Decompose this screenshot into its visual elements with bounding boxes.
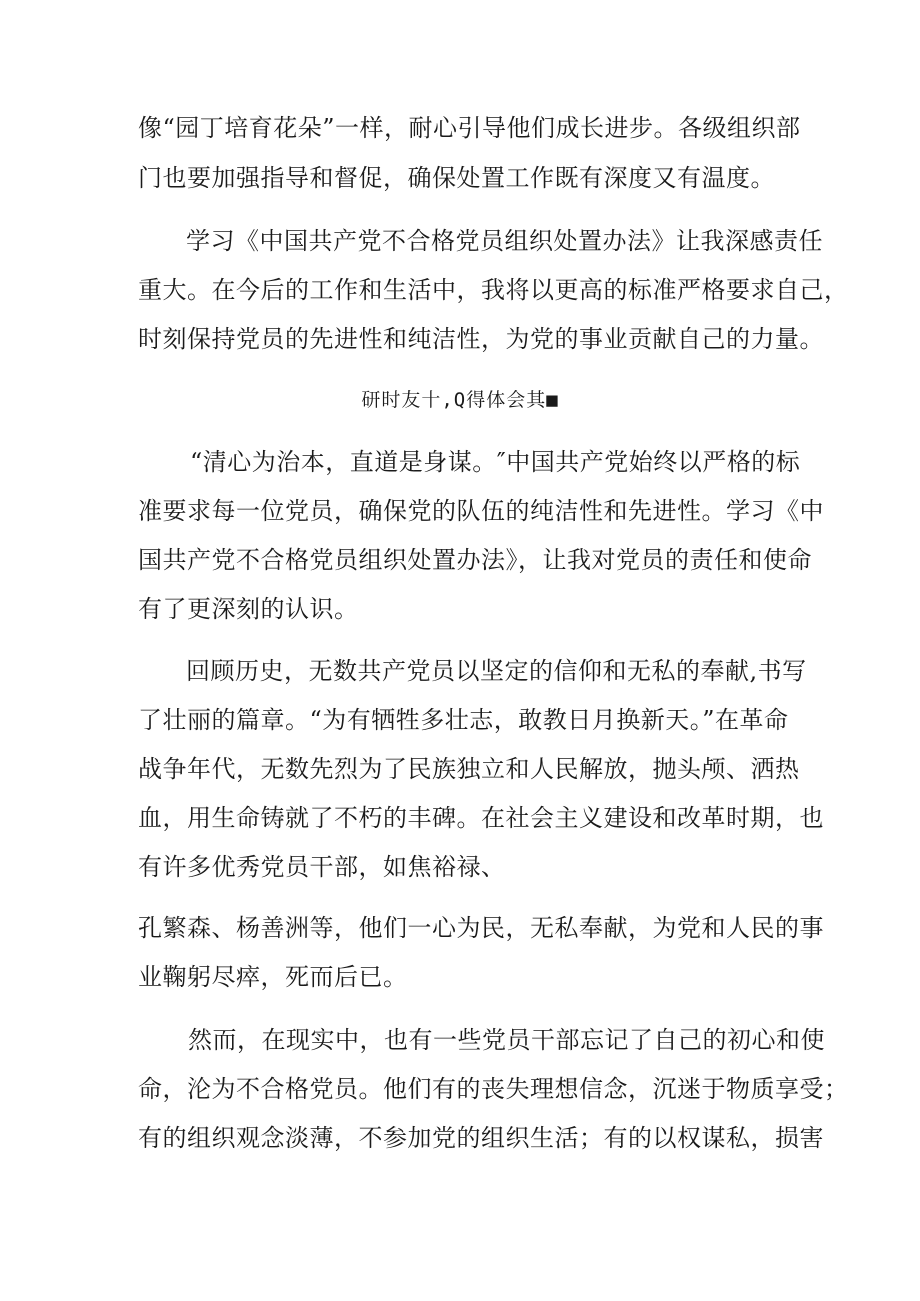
text-line: 门也要加强指导和督促，确保处置工作既有深度又有温度。	[138, 164, 775, 192]
text-line: 有了更深刻的认识。	[138, 595, 359, 623]
text-line: 有的组织观念淡薄，不参加党的组织生活；有的以权谋私，损害	[138, 1124, 824, 1152]
text-line: 命，沦为不合格党员。他们有的丧失理想信念，沉迷于物质享受；	[138, 1075, 849, 1103]
text-line: 准要求每一位党员，确保党的队伍的纯洁性和先进性。学习《中	[138, 497, 824, 525]
text-line: 有许多优秀党员干部，如焦裕禄、	[138, 853, 506, 881]
text-line: 时刻保持党员的先进性和纯洁性，为党的事业贡献自己的力量。	[138, 325, 824, 353]
text-line: 然而，在现实中，也有一些党员干部忘记了自己的初心和使	[188, 1026, 825, 1054]
text-line: 了壮丽的篇章。“为有牺牲多壮志，敢教日月换新天。”在革命	[138, 706, 789, 734]
text-line: 国共产党不合格党员组织处置办法》，让我对党员的责任和使命	[138, 546, 812, 574]
text-line: 孔繁森、杨善洲等，他们一心为民，无私奉献，为党和人民的事	[138, 914, 824, 942]
text-line: 业鞠躬尽瘁，死而后已。	[138, 963, 408, 991]
text-line: 学习《中国共产党不合格党员组织处置办法》让我深感责任	[186, 227, 823, 255]
text-line: “清心为治本，直道是身谋。″中国共产党始终以严格的标	[190, 448, 801, 476]
text-line: 重大。在今后的工作和生活中，我将以更高的标准严格要求自己，	[138, 276, 849, 304]
text-line: 血，用生命铸就了不朽的丰碑。在社会主义建设和改革时期，也	[138, 804, 824, 832]
text-line: 战争年代，无数先烈为了民族独立和人民解放，抛头颅、洒热	[138, 755, 800, 783]
section-heading: 研时友十,Q得体会其■	[361, 389, 559, 411]
text-line: 像“园丁培育花朵”一样，耐心引导他们成长进步。各级组织部	[138, 114, 801, 142]
text-line: 回顾历史，无数共产党员以坚定的信仰和无私的奉献,书写	[186, 657, 807, 685]
